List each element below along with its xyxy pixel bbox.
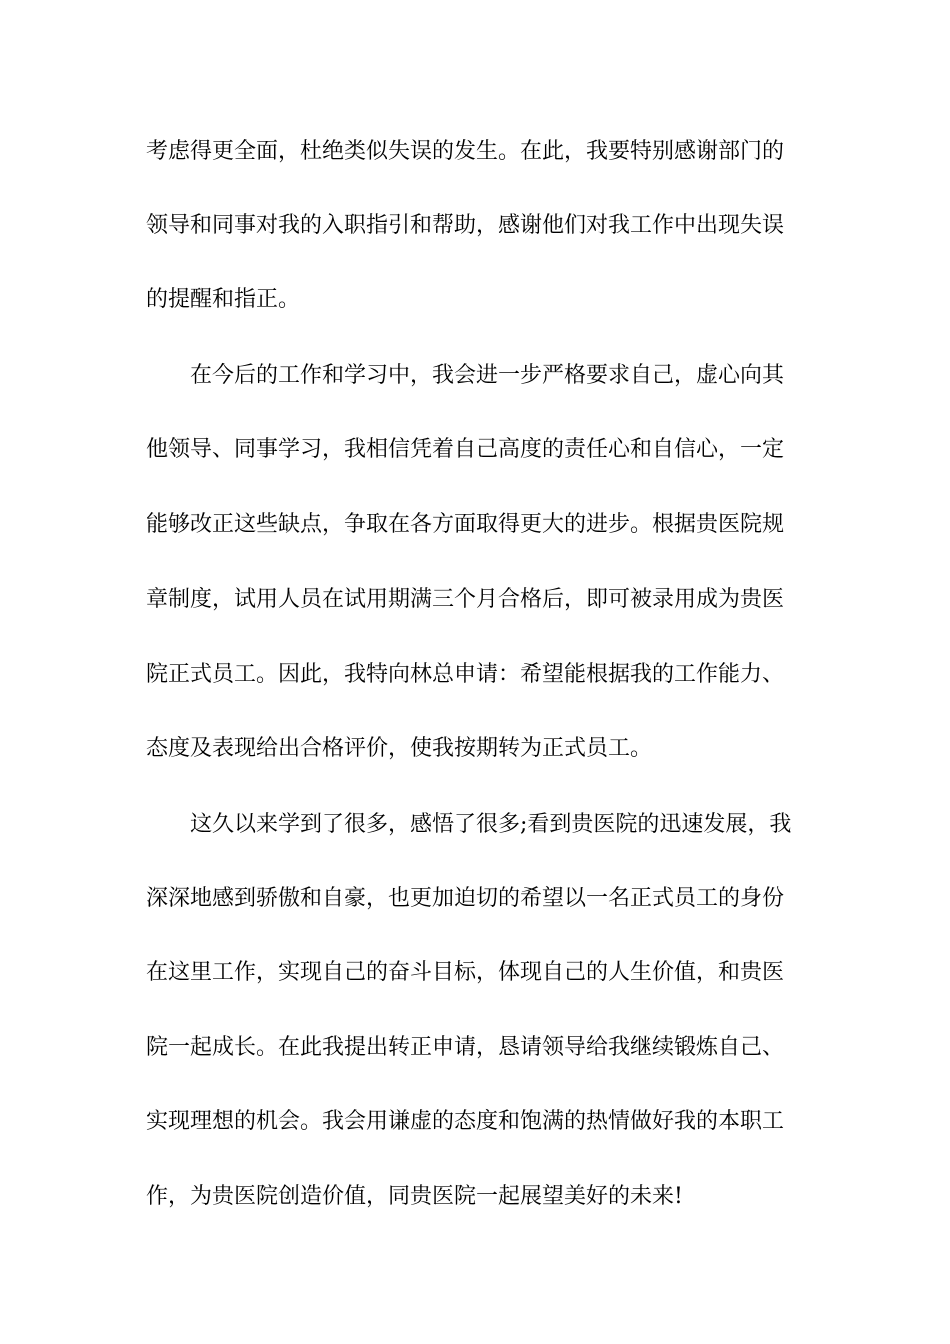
text-line: 态度及表现给出合格评价，使我按期转为正式员工。 <box>146 736 653 761</box>
text-line: 院一起成长。在此我提出转正申请，恳请领导给我继续锻炼自己、 <box>146 1035 785 1060</box>
text-line: 深深地感到骄傲和自豪，也更加迫切的希望以一名正式员工的身份 <box>146 886 785 911</box>
text-line: 能够改正这些缺点，争取在各方面取得更大的进步。根据贵医院规 <box>146 512 785 537</box>
text-line: 的提醒和指正。 <box>146 287 301 312</box>
text-line: 领导和同事对我的入职指引和帮助，感谢他们对我工作中出现失误 <box>146 213 785 238</box>
text-line: 在这里工作，实现自己的奋斗目标，体现自己的人生价值，和贵医 <box>146 960 785 985</box>
paragraph-start-line: 在今后的工作和学习中，我会进一步严格要求自己，虚心向其 <box>190 363 785 388</box>
text-line: 他领导、同事学习，我相信凭着自己高度的责任心和自信心，一定 <box>146 437 785 462</box>
text-line: 作，为贵医院创造价值，同贵医院一起展望美好的未来! <box>146 1184 683 1209</box>
paragraph-start-line: 这久以来学到了很多，感悟了很多;看到贵医院的迅速发展，我 <box>190 812 792 837</box>
text-line: 实现理想的机会。我会用谦虚的态度和饱满的热情做好我的本职工 <box>146 1109 785 1134</box>
text-line: 考虑得更全面，杜绝类似失误的发生。在此，我要特别感谢部门的 <box>146 139 785 164</box>
text-line: 院正式员工。因此，我特向林总申请：希望能根据我的工作能力、 <box>146 662 785 687</box>
text-line: 章制度，试用人员在试用期满三个月合格后，即可被录用成为贵医 <box>146 587 785 612</box>
